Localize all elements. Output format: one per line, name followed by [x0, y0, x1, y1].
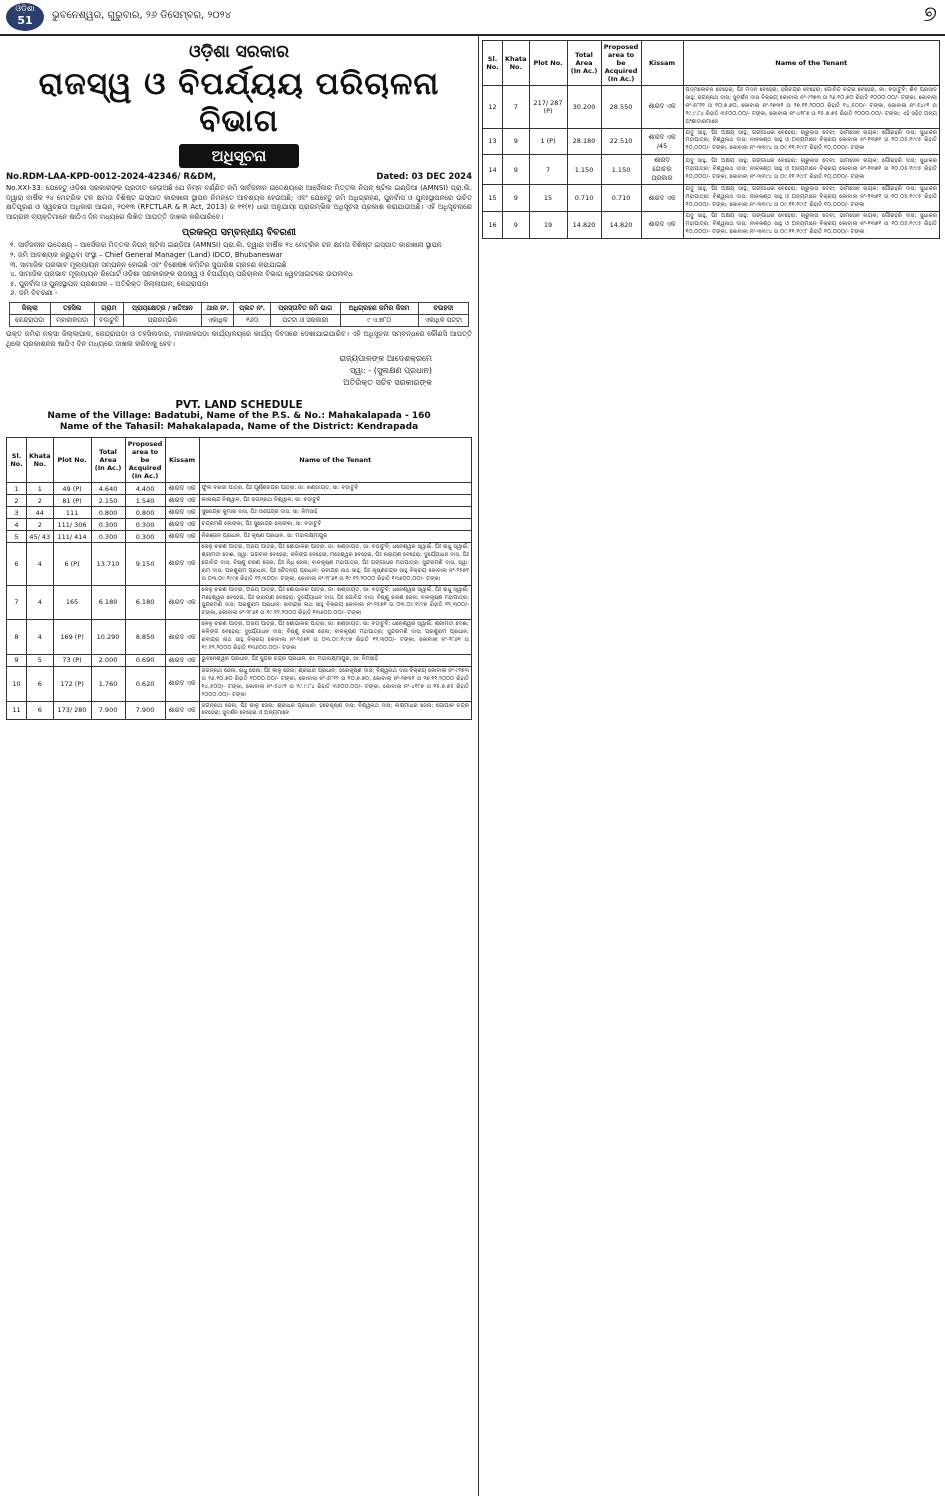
- cell-khata: 44: [27, 507, 54, 519]
- village-line: Name of the Village: Badatubi, Name of the P.S. & No.: Mahakalapada - 160: [47, 411, 431, 422]
- schedule-body: [7, 483, 472, 720]
- column-header: Name of the Tenant: [683, 41, 939, 86]
- cell-plot: 7: [529, 155, 567, 185]
- cell-sl: 16: [483, 211, 503, 238]
- cell-proposed: 28.550: [601, 86, 641, 129]
- cell-proposed: 0.620: [125, 666, 165, 701]
- cell-sl: 4: [7, 519, 27, 531]
- cell-sl: 2: [7, 495, 27, 507]
- left-column: [6, 40, 472, 720]
- cell-plot: 169 (P): [53, 620, 91, 655]
- cell-proposed: 0.800: [125, 507, 165, 519]
- land-header-cell: ଗ୍ରାମ: [94, 302, 123, 314]
- cell-tenant: ପଦ୍ମଲୋଚନ ବେହେରା, ପିଃ ମଦନ ବେହେରା; ହରିଚନ୍ଦ୍ର ବେହେରା; ଗୋବିନ୍ଦ ଚନ୍ଦ୍ର ବେହେରା, କା: ବଡ଼ାଟୁବି; ଶିବ ପ୍ରସାଦ ସାହୁ; ଜଗନ୍ନାଥ ଦାସ; ସୁଦର୍ଶନ ଦାସ ବିକ୍ରୟ କୋବାଲା ନଂ-୯୨୭୩ ତା ୨୬.୧୦.୭୦ ରିହାତି ୧୦୦୦.୦୦/- ଟଙ୍କା, କୋବାଲା ନଂ-୫୮୨୨ ତା ୧୦.୭.୭୦, କୋବାଲା ନଂ-୨୭୩୧ ତା ୨୭.୧୧.୨୦୦୦ ରିହାତି ୧୪,୫୦୦/- ଟଙ୍କା, କୋବାଲା ନଂ-୫୪୯୧ ତା ୨୯.୯.୮୪ ରିହାତି ୩୫୦୦.୦୦/- ଟଙ୍କା, କୋବାଲା ନଂ-୪୧୮୭ ତା ୧୫.୭.୭୫ ରିହାତି ୨୦୦୦.୦୦/- ଟଙ୍କା; ଏହି ସହିତ ଅନ୍ୟ ଅଂଶୀଦାରମାନେ: [683, 86, 939, 129]
- land-header-cell: ଅଧିଗ୍ରହଣ ଜମିର କିସମ: [340, 302, 418, 314]
- column-header: Kissam: [641, 41, 683, 86]
- column-header: Name of the Tenant: [199, 438, 471, 483]
- signature-line: ଅତିରିକ୍ତ ସଚିବ ସରକାରଙ୍କ: [343, 378, 432, 388]
- land-value-cell: ବଡ଼ାଟୁବି: [94, 314, 123, 326]
- cell-sl: 8: [7, 620, 27, 655]
- cell-proposed: 6.180: [125, 585, 165, 620]
- cell-kissam: ଶାରଦ ଏକ: [165, 495, 199, 507]
- table-row: [483, 211, 940, 238]
- cell-tenant: ଫୁଲ ବରଜୀ ପାତ୍ର, ପିଃ ପୂର୍ଣ୍ଣଚନ୍ଦ୍ର ପାତ୍ର, ଜା: ଖଣ୍ଡାୟତ, ସା: ବଡ଼ାଟୁବି: [199, 483, 471, 495]
- cell-kissam: ଶାରଦ ଗୋଚର ପ୍ରକାର: [641, 155, 683, 185]
- land-header-cell: ପ୍ରାୟକ୍ଷେତ୍ର / ଖତିଆନ: [124, 302, 202, 314]
- table-row: [483, 86, 940, 129]
- cell-total: 6.180: [91, 585, 125, 620]
- table-row: [7, 495, 472, 507]
- cell-kissam: ଶାରଦ ଏକ: [165, 585, 199, 620]
- table-row: [7, 519, 472, 531]
- summary-heading: ପ୍ରକଳ୍ପ ସମ୍ବନ୍ଧୀୟ ବିବରଣୀ: [182, 227, 296, 239]
- cell-tenant: ଯଦୁ ସାହୁ, ପିଃ ଅକ୍ଷୟ ସାହୁ; ଗଙ୍ଗାଧର ବେହେରା; ଚାରୁଲତା ଦେବୀ; ଭୀମସେନ ନାୟକ; ଗୌରହରି ଦାସ; ସୁଧାକର ମହାପାତ୍ର; ବିଶ୍ୱନାଥ ଦାସ; ନୀଳକଣ୍ଠ ସାହୁ ଓ ଅନ୍ୟମାନେ ବିକ୍ରୟ କୋବାଲା ନଂ-୧୩୭୧ ତା ୧୦.୦୫.୧୯୯୫ ରିହାତି ୧୦,୦୦୦/- ଟଙ୍କା, କୋବାଲା ନଂ-୩୩୯୪ ତା ୦୯.୧୧.୧୯୯୮ ରିହାତି ୧୦,୦୦୦/- ଟଙ୍କା: [683, 155, 939, 185]
- cell-kissam: ଶାରଦ ଏକ: [641, 185, 683, 212]
- cell-proposed: 14.820: [601, 211, 641, 238]
- summary-item: ୨. ଜମି ଆବଶ୍ୟକ କରୁଥିବା ସଂସ୍ଥା – Chief General Manager (Land) IDCO, Bhubaneswar: [10, 250, 283, 259]
- table-row: [7, 701, 472, 720]
- column-divider: [478, 36, 479, 1496]
- table-row: [483, 185, 940, 212]
- cell-tenant: ଭୁବନେଶ୍ୱର ପ୍ରଧାନ, ପିଃ ସୁନ୍ଦର ଚନ୍ଦ୍ର ପ୍ରଧାନ, ଜା: ମହାଲକ୍ଷ୍ମୀପୁର, ସା: ନିମସାହି: [199, 654, 471, 666]
- cell-kissam: ଶାରଦ ଏକ: [165, 483, 199, 495]
- cell-proposed: 1.540: [125, 495, 165, 507]
- summary-item: ୬. ଜମି ବିବରଣୀ -: [10, 289, 58, 298]
- land-detail-table: [9, 302, 469, 327]
- summary-list: [6, 241, 472, 299]
- badge-number: 51: [17, 14, 33, 27]
- column-header: Kissam: [165, 438, 199, 483]
- cell-plot: 81 (P): [53, 495, 91, 507]
- summary-item: ୪. ସାମାଜିକ ପ୍ରଭାବ ମୂଲ୍ୟାୟନ ରିପୋର୍ଟ ଓଡ଼ିଶା ସରକାରଙ୍କ ରାଜସ୍ୱ ଓ ବିପର୍ଯ୍ୟୟ ପରିଚାଳନା ବିଭାଗ ୱେବସାଇଟରେ ଉପଲବ୍ଧ: [10, 270, 353, 279]
- land-value-cell: ମହାକାଳପଡ଼ା: [50, 314, 94, 326]
- column-header: Total Area (In Ac.): [567, 41, 601, 86]
- district-line: Name of the Tahasil: Mahakalapada, Name of the District: Kendrapada: [59, 422, 419, 433]
- land-header-cell: ପ୍ରସ୍ତାବିତ ଜମି ଭାଗ: [270, 302, 340, 314]
- cell-sl: 10: [7, 666, 27, 701]
- cell-total: 28.180: [567, 128, 601, 155]
- cell-kissam: ଶାରଦ ଏକ: [165, 701, 199, 720]
- summary-item: ୩. ସାମାଜିକ ପ୍ରଭାବ ମୂଲ୍ୟାୟନ ସମ୍ପନ୍ନ ହୋଇଛି ଏବଂ ବିଶେଷଜ୍ଞ କମିଟିର ସୁପାରିଶ ଗ୍ରହଣ କରାଯାଇଛି: [10, 260, 287, 269]
- land-value-cell: ଏକାଧିକ: [201, 314, 234, 326]
- cell-plot: 172 (P): [53, 666, 91, 701]
- cell-khata: 9: [503, 185, 530, 212]
- cell-khata: 6: [27, 701, 54, 720]
- land-detail-header: [10, 302, 469, 314]
- cell-total: 4.640: [91, 483, 125, 495]
- cell-sl: 15: [483, 185, 503, 212]
- land-value-cell: ପଟ୍ଟା ଓ ସରକାରୀ: [270, 314, 340, 326]
- reference-row: [6, 172, 472, 182]
- cell-kissam: ଶାରଦ ଏକ: [641, 86, 683, 129]
- cell-sl: 7: [7, 585, 27, 620]
- cell-total: 0.710: [567, 185, 601, 212]
- right-column: [482, 40, 940, 239]
- cell-khata: 4: [27, 543, 54, 586]
- table-row: [7, 507, 472, 519]
- notice-date: Dated: 03 DEC 2024: [376, 172, 472, 182]
- cell-khata: 5: [27, 654, 54, 666]
- cell-plot: 1 (P): [529, 128, 567, 155]
- cell-total: 1.150: [567, 155, 601, 185]
- cell-khata: 6: [27, 666, 54, 701]
- cell-proposed: 8.850: [125, 620, 165, 655]
- cell-plot: 111: [53, 507, 91, 519]
- cell-total: 2.150: [91, 495, 125, 507]
- cell-sl: 13: [483, 128, 503, 155]
- cell-proposed: 1.150: [601, 155, 641, 185]
- cell-tenant: ଜଗନ୍ନାଥ ଜେନା, ରାଧୁ ଜେନା, ପିଃ କାଳୁ ଜେନା; ଶ୍ରୀଧର ପ୍ରଧାନ; ହରେକୃଷ୍ଣ ଦାସ; ବିଶ୍ୱନାଥ ଦାସ ବିକ୍ରୟ କୋବାଲା ନଂ-୯୨୭୩ ତା ୨୬.୧୦.୭୦ ରିହାତି ୧୦୦୦.୦୦/- ଟଙ୍କା, କୋବାଲା ନଂ-୫୮୨୨ ତା ୧୦.୭.୭୦, କୋବାଲା ନଂ-୨୭୩୧ ତା ୨୭.୧୧.୨୦୦୦ ରିହାତି ୧୪,୫୦୦/- ଟଙ୍କା, କୋବାଲା ନଂ-୫୪୯୧ ତା ୨୯.୯.୮୪ ରିହାତି ୩୫୦୦.୦୦/- ଟଙ୍କା, କୋବାଲା ନଂ-୪୧୮୭ ତା ୧୫.୭.୭୫ ରିହାତି ୨୦୦୦.୦୦/- ଟଙ୍କା: [199, 666, 471, 701]
- land-header-cell: ପ୍ଲଟ ନଂ.: [234, 302, 271, 314]
- land-schedule-table: [6, 437, 472, 720]
- cell-total: 13.710: [91, 543, 125, 586]
- cell-kissam: ଶାରଦ ଏକ: [165, 620, 199, 655]
- cell-plot: 73 (P): [53, 654, 91, 666]
- cell-total: 0.300: [91, 531, 125, 543]
- land-value-cell: କେନ୍ଦ୍ରାପଡ଼ା: [10, 314, 51, 326]
- cell-khata: 9: [503, 155, 530, 185]
- cell-total: 10.290: [91, 620, 125, 655]
- cell-plot: 173/ 280: [53, 701, 91, 720]
- cell-khata: 2: [27, 519, 54, 531]
- schedule-header-row: [7, 438, 472, 483]
- table-row: [7, 531, 472, 543]
- column-header: Proposed area to be Acquired (In Ac.): [601, 41, 641, 86]
- cell-plot: 49 (P): [53, 483, 91, 495]
- cell-total: 30.200: [567, 86, 601, 129]
- schedule-header-row: [483, 41, 940, 86]
- reference-number: No.RDM-LAA-KPD-0012-2024-42346/ R&DM,: [6, 172, 217, 182]
- government-title: ଓଡ଼ିଶା ସରକାର: [188, 42, 290, 62]
- department-title: ରାଜସ୍ୱ ଓ ବିପର୍ଯ୍ୟୟ ପରିଚାଳନା ବିଭାଗ: [38, 66, 440, 139]
- cell-khata: 4: [27, 620, 54, 655]
- cell-total: 0.300: [91, 519, 125, 531]
- table-row: [7, 666, 472, 701]
- cell-plot: 15: [529, 185, 567, 212]
- cell-sl: 6: [7, 543, 27, 586]
- land-header-cell: ଥାନା ନଂ.: [201, 302, 234, 314]
- cell-plot: 111/ 414: [53, 531, 91, 543]
- cell-sl: 3: [7, 507, 27, 519]
- cell-tenant: ଯଦୁ ସାହୁ, ପିଃ ଅକ୍ଷୟ ସାହୁ; ଗଙ୍ଗାଧର ବେହେରା; ଚାରୁଲତା ଦେବୀ; ଭୀମସେନ ନାୟକ; ଗୌରହରି ଦାସ; ସୁଧାକର ମହାପାତ୍ର; ବିଶ୍ୱନାଥ ଦାସ; ନୀଳକଣ୍ଠ ସାହୁ ଓ ଅନ୍ୟମାନେ ବିକ୍ରୟ କୋବାଲା ନଂ-୧୩୭୧ ତା ୧୦.୦୫.୧୯୯୫ ରିହାତି ୧୦,୦୦୦/- ଟଙ୍କା, କୋବାଲା ନଂ-୩୩୯୪ ତା ୦୯.୧୧.୧୯୯୮ ରିହାତି ୧୦,୦୦୦/- ଟଙ୍କା: [683, 211, 939, 238]
- cell-plot: 6 (P): [53, 543, 91, 586]
- page-header: [0, 0, 945, 36]
- land-value-cell: ୧୬୦: [234, 314, 271, 326]
- table-row: [7, 620, 472, 655]
- column-header: Khata No.: [503, 41, 530, 86]
- cell-tenant: ଯଦୁ ସାହୁ, ପିଃ ଅକ୍ଷୟ ସାହୁ; ଗଙ୍ଗାଧର ବେହେରା; ଚାରୁଲତା ଦେବୀ; ଭୀମସେନ ନାୟକ; ଗୌରହରି ଦାସ; ସୁଧାକର ମହାପାତ୍ର; ବିଶ୍ୱନାଥ ଦାସ; ନୀଳକଣ୍ଠ ସାହୁ ଓ ଅନ୍ୟମାନେ ବିକ୍ରୟ କୋବାଲା ନଂ-୧୩୭୧ ତା ୧୦.୦୫.୧୯୯୫ ରିହାତି ୧୦,୦୦୦/- ଟଙ୍କା, କୋବାଲା ନଂ-୩୩୯୪ ତା ୦୯.୧୧.୧୯୯୮ ରିହାତି ୧୦,୦୦୦/- ଟଙ୍କା: [683, 128, 939, 155]
- land-header-cell: ଚଉହଦୀ: [418, 302, 468, 314]
- cell-tenant: ଜଗନ୍ନାଥ ଜେନା, ପିଃ କାଳୁ ଜେନା; ଶ୍ରୀଧର ପ୍ରଧାନ; ହରେକୃଷ୍ଣ ଦାସ; ବିଶ୍ୱନାଥ ଦାସ; ଲକ୍ଷ୍ମୀଧର ଜେନା; ଗୋପାଳ ଚନ୍ଦ୍ର ବେହେରା; ସୁଦର୍ଶନ ବେହେରା ଓ ଅନ୍ୟମାନେ: [199, 701, 471, 720]
- cell-tenant: କାଳାଚାନ୍ଦ ବିଶ୍ୱାଳ, ପିଃ ଜଗନ୍ନାଥ ବିଶ୍ୱାଳ, ସା: ବଡ଼ାଟୁବି: [199, 495, 471, 507]
- cell-total: 0.800: [91, 507, 125, 519]
- cell-tenant: ନିରଞ୍ଜନ ପ୍ରଧାନ, ପିଃ କୃଷ୍ଣ ପ୍ରଧାନ, ସା: ମହାଲକ୍ଷ୍ମୀପୁର: [199, 531, 471, 543]
- schedule-body: [483, 86, 940, 239]
- notice-paragraph: No.XXI-33: ଯେହେତୁ ଓଡ଼ିଶା ସରକାରଙ୍କ ପ୍ରତୀତ ହେଉଅଛି ଯେ ନିମ୍ନ ବର୍ଣ୍ଣିତ ଜମି ସାର୍ବଜନୀନ ଉଦ୍ଦେଶ୍ୟରେ ଆର୍ସେଲର ମିତ୍ତଲ ନିପନ୍ ଷ୍ଟିଲ ଇଣ୍ଡିଆ (AMNSI) ପ୍ରା.ଲି. ଦ୍ୱାରା ବାର୍ଷିକ ୨୪ ମେଟ୍ରିକ ଟନ କ୍ଷମତା ବିଶିଷ୍ଟ ଇସ୍ପାତ କାରଖାନା ସ୍ଥାପନ ନିମନ୍ତେ ଆବଶ୍ୟକ ହେଉଅଛି; ଏବଂ ଯେହେତୁ ଜମି ଅଧିଗ୍ରହଣ, ପୁନର୍ବାସ ଓ ପୁନଃସ୍ଥାପନରେ ଉଚିତ କ୍ଷତିପୂରଣ ଓ ସ୍ୱଚ୍ଛତା ଅଧିକାର ଆଇନ, ୨୦୧୩ (RFCTLAR & R Act, 2013) ର ୧୧(୧) ଧାରା ଅନୁଯାୟୀ ପ୍ରାରମ୍ଭିକ ଅଧିସୂଚନା ପ୍ରକାଶ କରାଯାଉଅଛି। ଏହି ଅଧିସୂଚନାରେ ଆଗ୍ରହୀ ବ୍ୟକ୍ତିମାନେ ଷାଠିଏ ଦିନ ମଧ୍ୟରେ ଲିଖିତ ଆପତ୍ତି ଦାଖଲ କରିପାରିବେ।: [6, 184, 472, 221]
- cell-sl: 14: [483, 155, 503, 185]
- cell-khata: 9: [503, 128, 530, 155]
- cell-total: 7.900: [91, 701, 125, 720]
- cell-proposed: 7.900: [125, 701, 165, 720]
- badge-label: ଓଡ଼ିଶା: [15, 4, 35, 13]
- cell-total: 14.820: [567, 211, 601, 238]
- table-row: [7, 483, 472, 495]
- schedule-title: PVT. LAND SCHEDULE: [175, 399, 303, 412]
- land-header-cell: ଜିଲ୍ଲା: [10, 302, 51, 314]
- summary-item: ୧. ସାର୍ବଜନୀନ ଉଦ୍ଦେଶ୍ୟ – ଆର୍ସେଲର ମିତ୍ତଲ ନିପନ୍ ଷ୍ଟିଲ ଇଣ୍ଡିଆ (AMNSI) ପ୍ରା.ଲି. ଦ୍ୱାରା ବାର୍ଷିକ ୨୪ ମେଟ୍ରିକ ଟନ କ୍ଷମତା ବିଶିଷ୍ଟ ଇସ୍ପାତ କାରଖାନା ସ୍ଥାପନ: [10, 241, 442, 250]
- signature-line: ସ୍ୱା: - (ସୁଲକ୍ଷଣ ପ୍ରଧାନ): [349, 366, 432, 376]
- page-number: ୭: [923, 2, 937, 27]
- cell-tenant: ସୁରେନ୍ଦ୍ର କୁମାର ଦାସ, ପିଃ ଉପେନ୍ଦ୍ର ଦାସ, ସା: ନିମସାହି: [199, 507, 471, 519]
- cell-plot: 165: [53, 585, 91, 620]
- cell-khata: 7: [503, 86, 530, 129]
- cell-proposed: 0.300: [125, 531, 165, 543]
- notification-label: ଅଧିସୂଚନା: [179, 144, 299, 168]
- land-schedule-table-continued: [482, 40, 940, 239]
- table-row: [7, 543, 472, 586]
- table-row: [7, 585, 472, 620]
- signature-line: ରାଜ୍ୟପାଳଙ୍କ ଆଦେଶକ୍ରମେ: [339, 354, 432, 364]
- cell-proposed: 0.710: [601, 185, 641, 212]
- cell-kissam: ଶାରଦ ଏକ: [165, 654, 199, 666]
- column-header: Sl. No.: [7, 438, 27, 483]
- cell-kissam: ଶାରଦ ଏକ: [641, 211, 683, 238]
- table-row: [483, 155, 940, 185]
- cell-plot: 111/ 306: [53, 519, 91, 531]
- cell-total: 1.760: [91, 666, 125, 701]
- cell-proposed: 9.150: [125, 543, 165, 586]
- cell-tenant: କେଳୁ ଚରଣ ପାତ୍ର, ଅଜୟ ପାତ୍ର, ପିଃ ଶୋଭାକର ପାତ୍ର, ଜା: ଖଣ୍ଡାୟତ, ସା: ବଡ଼ାଟୁବି; ଧନେଶ୍ୱର ସ୍ୱାଇଁ, ପିଃ ରାଧୁ ସ୍ୱାଇଁ; ମହେଶ୍ୱର ବେହେରା, ପିଃ ନାରାୟଣ ବେହେରା; ଦୁର୍ଯ୍ୟୋଧନ ଦାସ, ପିଃ ଗୋବିନ୍ଦ ଦାସ; ବିଷ୍ଣୁ ଚରଣ ଜେନା; ବାଳକୃଷ୍ଣ ମହାପାତ୍ର; ସୁନ୍ଦରମଣି ଦାସ; ପରଶୁରାମ ପ୍ରଧାନ; ରବୀନ୍ଦ୍ର ନାଥ ସାହୁ ବିକ୍ରୟ କୋବାଲା ନଂ-୨୫୭୧ ତା ୦୩.୦୯.୧୯୯୭ ରିହାତି ୧୨,୩୦୦/- ଟଙ୍କା, କୋବାଲା ନଂ-୨୮୬୧ ତା ୧୯.୧୨.୨୦୦୦ ରିହାତି ୧୩୬୦୦.୦୦/- ଟଙ୍କା: [199, 585, 471, 620]
- cell-kissam: ଶାରଦ ଏକ: [165, 507, 199, 519]
- column-header: Plot No.: [53, 438, 91, 483]
- cell-proposed: 4.400: [125, 483, 165, 495]
- cell-tenant: ଚନ୍ଦ୍ରମଣି ଲେଙ୍କା, ପିଃ ସୁରେନ୍ଦ୍ର ଲେଙ୍କା, ସା: ବଡ଼ାଟୁବି: [199, 519, 471, 531]
- cell-total: 2.000: [91, 654, 125, 666]
- cell-tenant: କେଳୁ ଚରଣ ପାତ୍ର, ଅଜୟ ପାତ୍ର, ପିଃ ଶୋଭାକର ପାତ୍ର, ଜା: ଖଣ୍ଡାୟତ, ସା: ବଡ଼ାଟୁବି; ଧନେଶ୍ୱର ସ୍ୱାଇଁ, ପିଃ ରାଧୁ ସ୍ୱାଇଁ; ଶ୍ରୀମତୀ ଦେଈ, ସ୍ୱା: ଭଗବାନ ବେହେରା; କଳିଙ୍ଗ ବେହେରା, ମହେଶ୍ୱର ବେହେରା, ପିଃ ନାରାୟଣ ବେହେରା; ଦୁର୍ଯ୍ୟୋଧନ ଦାସ, ପିଃ ଗୋବିନ୍ଦ ଦାସ; ବିଷ୍ଣୁ ଚରଣ ଜେନା, ପିଃ ନିଧି ଜେନା; ବାଳକୃଷ୍ଣ ମହାପାତ୍ର, ପିଃ ଗଙ୍ଗାଧର ମହାପାତ୍ର; ସୁନ୍ଦରମଣି ଦାସ, ସ୍ୱା: ରାମ ଦାସ; ପରଶୁରାମ ପ୍ରଧାନ, ପିଃ ଚୈତନ୍ୟ ପ୍ରଧାନ; ରବୀନ୍ଦ୍ର ନାଥ ସାହୁ, ପିଃ କୃଷ୍ଣଚନ୍ଦ୍ର ସାହୁ ବିକ୍ରୟ କୋବାଲା ନଂ-୨୫୭୧ ତା ୦୩.୦୯.୧୯୯୭ ରିହାତି ୧୨,୩୦୦/- ଟଙ୍କା, କୋବାଲା ନଂ-୨୮୬୧ ତା ୧୯.୧୨.୨୦୦୦ ରିହାତି ୧୩୬୦୦.୦୦/- ଟଙ୍କା: [199, 543, 471, 586]
- date-line: ଭୁବନେଶ୍ୱର, ଗୁରୁବାର, ୨୬ ଡିସେମ୍ବର, ୨୦୨୪: [52, 10, 232, 21]
- cell-proposed: 0.690: [125, 654, 165, 666]
- table-row: [7, 654, 472, 666]
- cell-kissam: ଶାରଦ ଏକ: [165, 531, 199, 543]
- cell-proposed: 0.300: [125, 519, 165, 531]
- cell-plot: 19: [529, 211, 567, 238]
- summary-item: ୫. ପୁନର୍ବାସ ଓ ପୁନଃସ୍ଥାପନ ପ୍ରଶାସକ – ଅତିରିକ୍ତ ଜିଲ୍ଲାପାଳ, କେନ୍ଦ୍ରାପଡ଼ା: [10, 279, 209, 288]
- cell-tenant: କେଳୁ ଚରଣ ପାତ୍ର, ଅଜୟ ପାତ୍ର, ପିଃ ଶୋଭାକର ପାତ୍ର, ଜା: ଖଣ୍ଡାୟତ, ସା: ବଡ଼ାଟୁବି; ଧନେଶ୍ୱର ସ୍ୱାଇଁ; ଶ୍ରୀମତୀ ଦେଈ; କଳିଙ୍ଗ ବେହେରା; ଦୁର୍ଯ୍ୟୋଧନ ଦାସ; ବିଷ୍ଣୁ ଚରଣ ଜେନା; ବାଳକୃଷ୍ଣ ମହାପାତ୍ର; ସୁନ୍ଦରମଣି ଦାସ; ପରଶୁରାମ ପ୍ରଧାନ; ରବୀନ୍ଦ୍ର ନାଥ ସାହୁ ବିକ୍ରୟ କୋବାଲା ନଂ-୨୫୭୧ ତା ୦୩.୦୯.୧୯୯୭ ରିହାତି ୧୨,୩୦୦/- ଟଙ୍କା, କୋବାଲା ନଂ-୨୮୬୧ ତା ୧୯.୧୨.୨୦୦୦ ରିହାତି ୧୩୬୦୦.୦୦/- ଟଙ୍କା: [199, 620, 471, 655]
- cell-khata: 1: [27, 483, 54, 495]
- cell-khata: 9: [503, 211, 530, 238]
- cell-sl: 5: [7, 531, 27, 543]
- cell-sl: 9: [7, 654, 27, 666]
- land-detail-row: [10, 314, 469, 326]
- cell-sl: 12: [483, 86, 503, 129]
- cell-sl: 11: [7, 701, 27, 720]
- signature-block: [6, 353, 432, 389]
- closing-text: ଉକ୍ତ ଜମିର ନକ୍ସା ଜିଲ୍ଲାପାଳ, କେନ୍ଦ୍ରାପଡ଼ା ଓ ତହସିଲଦାର, ମହାକାଳପଡ଼ା କାର୍ଯ୍ୟାଳୟରେ କାର୍ଯ୍ୟ ଦିବସରେ ଦେଖାଯାଇପାରିବ। ଏହି ଅଧିସୂଚନା ସମ୍ବନ୍ଧରେ କୌଣସି ଆପତ୍ତି ଥିଲେ ପ୍ରକାଶନର ଷାଠିଏ ଦିନ ମଧ୍ୟରେ ଦାଖଲ କରିବାକୁ ହେବ।: [6, 329, 472, 348]
- column-header: Khata No.: [27, 438, 54, 483]
- column-header: Total Area (In Ac.): [91, 438, 125, 483]
- land-header-cell: ତହସିଲ: [50, 302, 94, 314]
- land-value-cell: ଏକାଧିକ ପଟ୍ଟା: [418, 314, 468, 326]
- column-header: Proposed area to be Acquired (In Ac.): [125, 438, 165, 483]
- cell-kissam: ଶାରଦ ଏକ: [165, 519, 199, 531]
- cell-sl: 1: [7, 483, 27, 495]
- land-value-cell: ପ୍ରାରମ୍ଭିକ: [124, 314, 202, 326]
- cell-khata: 45/ 43: [27, 531, 54, 543]
- cell-kissam: ଶାରଦ ଏକ: [165, 543, 199, 586]
- cell-proposed: 22.510: [601, 128, 641, 155]
- table-row: [483, 128, 940, 155]
- cell-kissam: ଶାରଦ ଏକ: [165, 666, 199, 701]
- cell-khata: 2: [27, 495, 54, 507]
- cell-tenant: ଯଦୁ ସାହୁ, ପିଃ ଅକ୍ଷୟ ସାହୁ; ଗଙ୍ଗାଧର ବେହେରା; ଚାରୁଲତା ଦେବୀ; ଭୀମସେନ ନାୟକ; ଗୌରହରି ଦାସ; ସୁଧାକର ମହାପାତ୍ର; ବିଶ୍ୱନାଥ ଦାସ; ନୀଳକଣ୍ଠ ସାହୁ ଓ ଅନ୍ୟମାନେ ବିକ୍ରୟ କୋବାଲା ନଂ-୧୩୭୧ ତା ୧୦.୦୫.୧୯୯୫ ରିହାତି ୧୦,୦୦୦/- ଟଙ୍କା, କୋବାଲା ନଂ-୩୩୯୪ ତା ୦୯.୧୧.୧୯୯୮ ରିହାତି ୧୦,୦୦୦/- ଟଙ୍କା: [683, 185, 939, 212]
- column-header: Sl. No.: [483, 41, 503, 86]
- gazette-badge: [6, 3, 44, 31]
- cell-plot: 217/ 287 (P): [529, 86, 567, 129]
- column-header: Plot No.: [529, 41, 567, 86]
- cell-khata: 4: [27, 585, 54, 620]
- cell-kissam: ଶାରଦ ଏକ /45: [641, 128, 683, 155]
- land-value-cell: ୯ ଏ.୭୮୦: [340, 314, 418, 326]
